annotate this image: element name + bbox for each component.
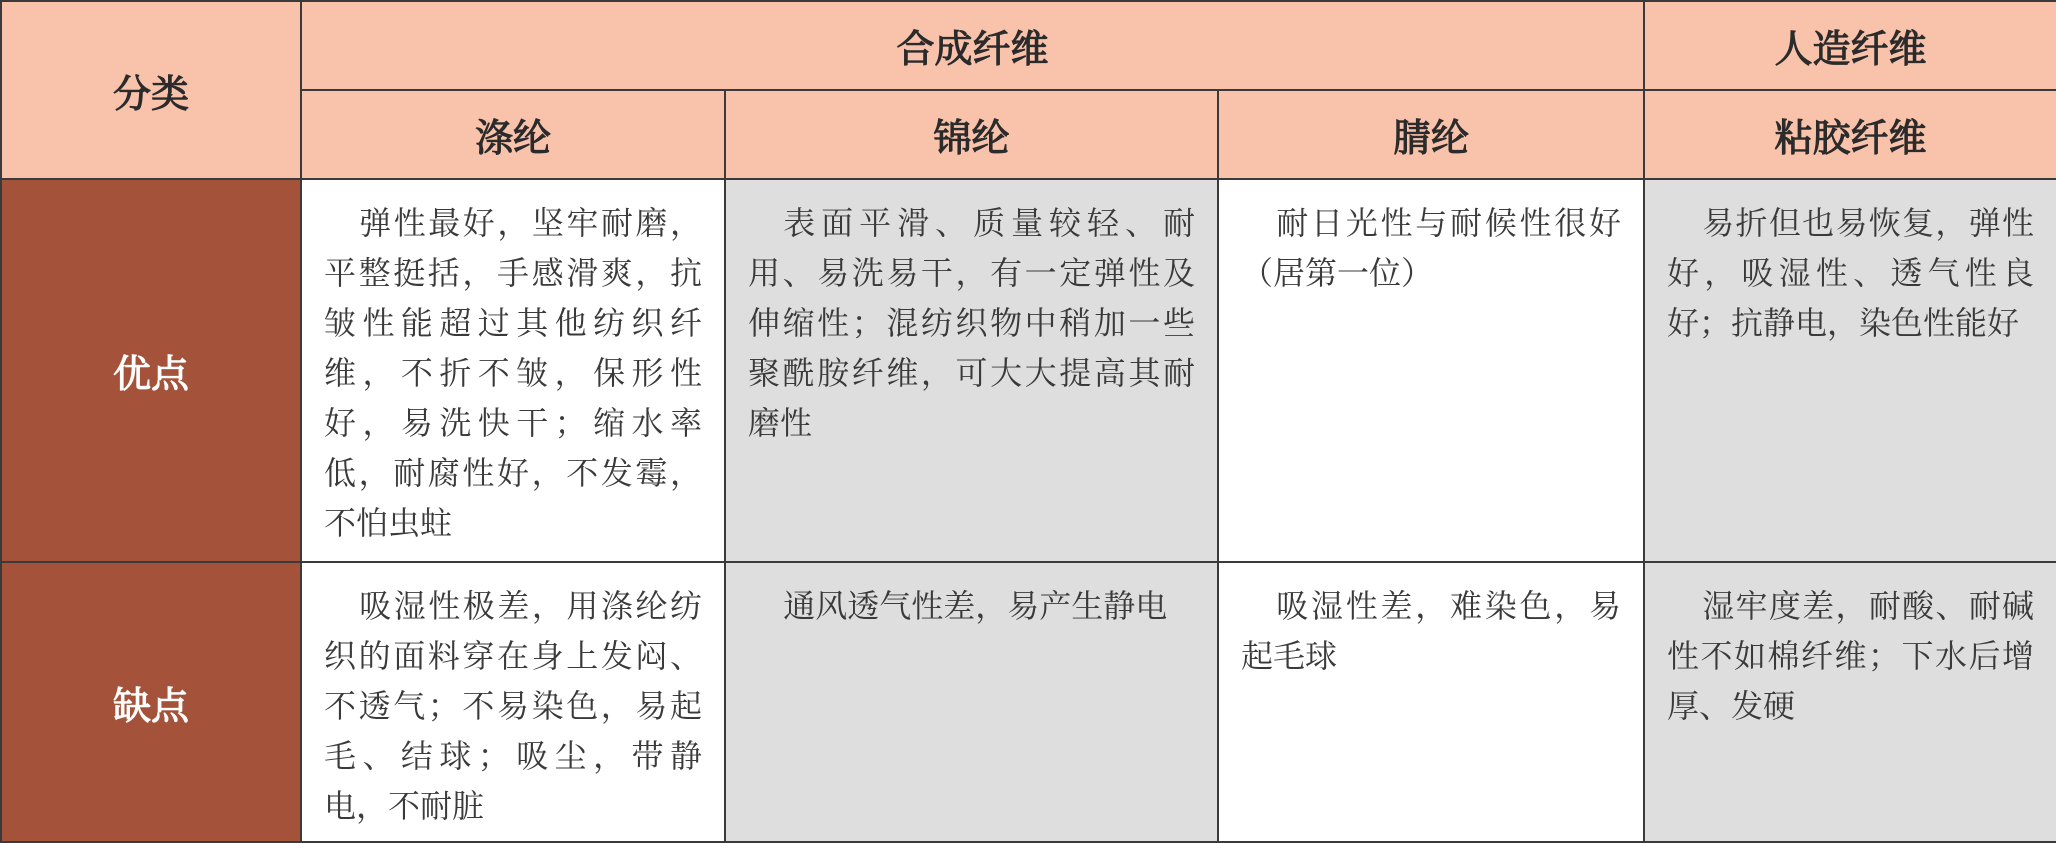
cell-viscose-disadvantages: 湿牢度差，耐酸、耐碱性不如棉纤维；下水后增厚、发硬 — [1644, 562, 2056, 842]
synthetic-fiber-group-header: 合成纤维 — [301, 1, 1644, 90]
cell-viscose-advantages: 易折但也易恢复，弹性好，吸湿性、透气性良好；抗静电，染色性能好 — [1644, 179, 2056, 562]
category-header: 分类 — [1, 1, 301, 179]
table-row — [1, 562, 2056, 842]
row-header-advantages: 优点 — [1, 179, 301, 562]
cell-polyester-disadvantages: 吸湿性极差，用涤纶纺织的面料穿在身上发闷、不透气；不易染色，易起毛、结球；吸尘，带静电，不耐脏 — [301, 562, 725, 842]
cell-nylon-disadvantages: 通风透气性差，易产生静电 — [725, 562, 1218, 842]
cell-acrylic-advantages: 耐日光性与耐候性很好（居第一位） — [1218, 179, 1644, 562]
cell-acrylic-disadvantages: 吸湿性差，难染色，易起毛球 — [1218, 562, 1644, 842]
cell-polyester-advantages: 弹性最好，坚牢耐磨，平整挺括，手感滑爽，抗皱性能超过其他纺织纤维，不折不皱，保形性好，易洗快干；缩水率低，耐腐性好，不发霉，不怕虫蛀 — [301, 179, 725, 562]
row-header-disadvantages: 缺点 — [1, 562, 301, 842]
column-header-acrylic: 腈纶 — [1218, 90, 1644, 179]
cell-nylon-advantages: 表面平滑、质量较轻、耐用、易洗易干，有一定弹性及伸缩性；混纺织物中稍加一些聚酰胺纤维，可大大提高其耐磨性 — [725, 179, 1218, 562]
column-header-nylon: 锦纶 — [725, 90, 1218, 179]
table-row — [1, 179, 2056, 562]
column-header-viscose: 粘胶纤维 — [1644, 90, 2056, 179]
column-header-polyester: 涤纶 — [301, 90, 725, 179]
artificial-fiber-group-header: 人造纤维 — [1644, 1, 2056, 90]
